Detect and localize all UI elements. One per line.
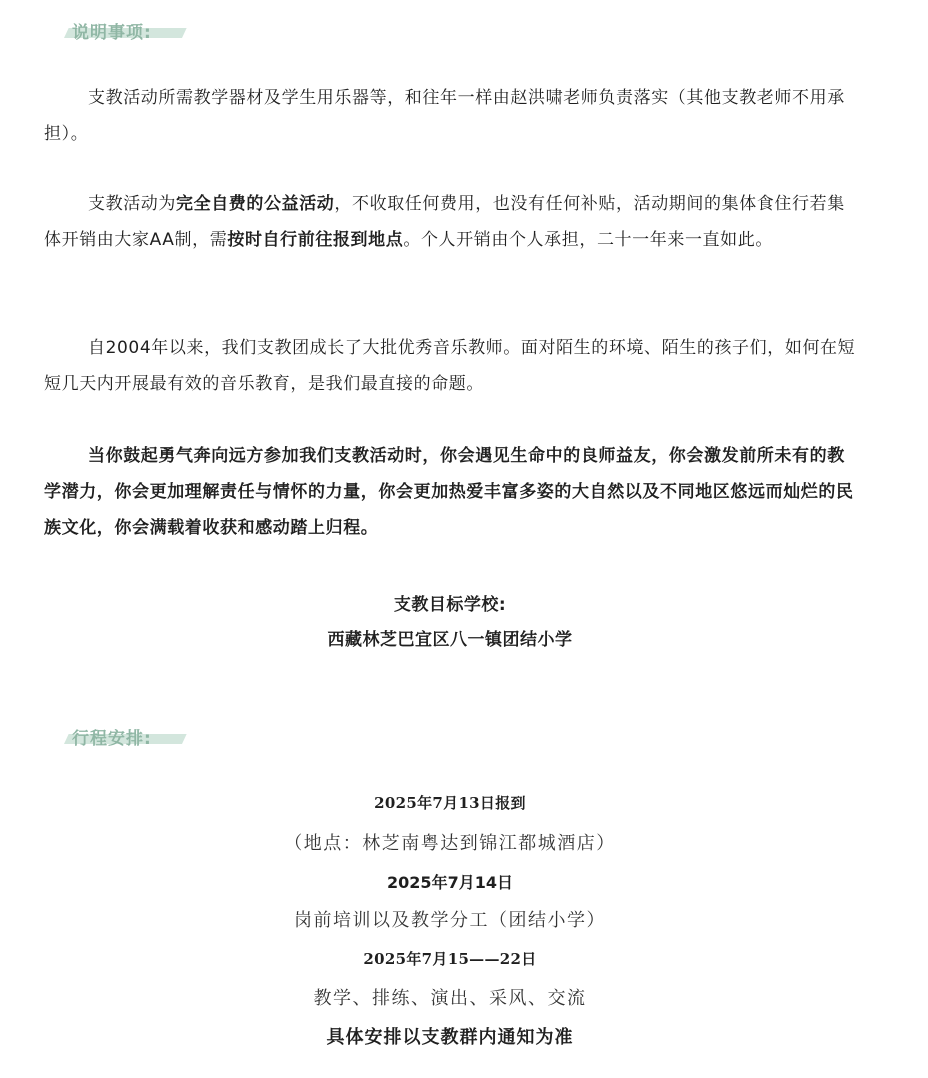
schedule-section-header [64,722,184,752]
notes-paragraph-1: 支教活动所需教学器材及学生用乐器等，和往年一样由赵洪啸老师负责落实（其他支教老师不用承担）。 [44,88,845,144]
schedule-date-2: 2025年7月14日 [387,873,513,892]
notes-section-header [64,16,184,46]
notes-paragraph-3: 自2004年以来，我们支教团成长了大批优秀音乐教师。面对陌生的环境、陌生的孩子们，如何在短短几天内开展最有效的音乐教育，是我们最直接的命题。 [44,338,856,394]
target-school-label: 支教目标学校: [393,595,507,615]
schedule-location: （地点：林芝南粤达到锦江都城酒店） [284,833,616,854]
target-school-name: 西藏林芝巴宜区八一镇团结小学 [327,630,573,650]
schedule-section-title: 行程安排: [72,729,152,749]
notes-paragraph-4: 当你鼓起勇气奔向远方参加我们支教活动时，你会遇见生命中的良师益友，你会激发前所未有的教学潜力，你会更加理解责任与情怀的力量，你会更加热爱丰富多姿的大自然以及不同地区悠远而灿烂的民族文化，你会满载着收获和感动踏上归程。 [44,446,854,538]
notes-paragraph-2: 支教活动为完全自费的公益活动，不收取任何费用，也没有任何补贴，活动期间的集体食住行若集体开销由大家AA制，需按时自行前往报到地点。个人开销由个人承担，二十一年来一直如此。 [44,194,845,250]
schedule-date-1: 2025年7月13日报到 [374,794,526,812]
schedule-training: 岗前培训以及教学分工（团结小学） [294,910,606,931]
report-location-emphasis: 按时自行前往报到地点 [227,230,404,250]
notes-section-title: 说明事项: [72,23,152,43]
schedule-date-3: 2025年7月15——22日 [363,950,537,968]
schedule-note: 具体安排以支教群内通知为准 [326,1027,574,1048]
schedule-activities: 教学、排练、演出、采风、交流 [313,988,587,1009]
self-funded-emphasis: 完全自费的公益活动 [176,194,335,214]
